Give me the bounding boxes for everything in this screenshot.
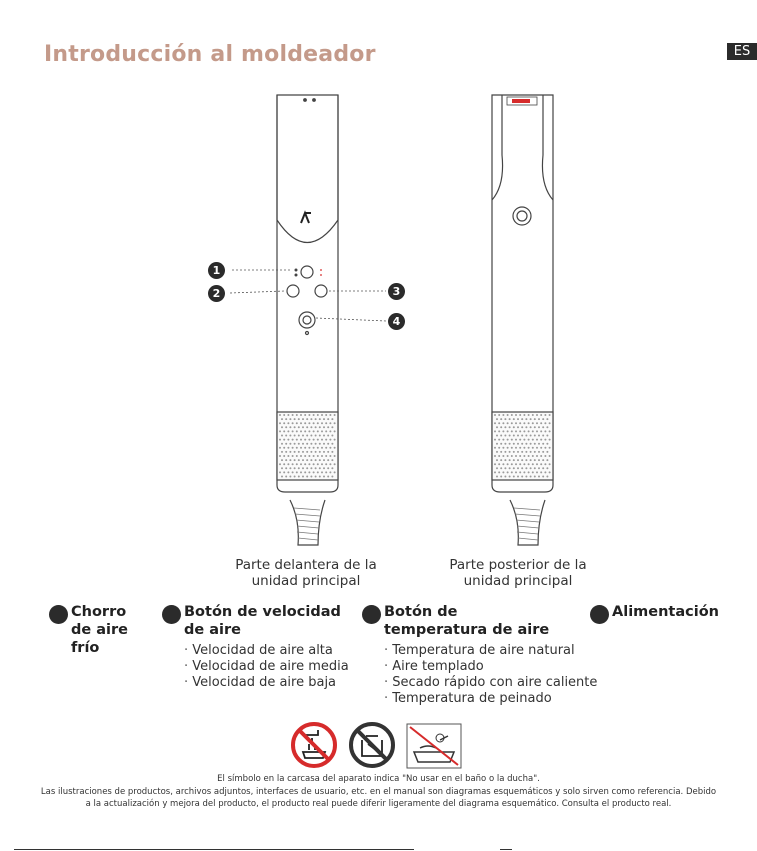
disclaimer-line-2: a la actualización y mejora del producto, el producto real puede diferir ligeramente del diagrama esquemático. Consulta el producto real. [85,799,672,809]
callout-2: 2 [208,285,225,302]
feature-title: Chorro de aire frío [71,604,129,656]
feature-title: Alimentación [612,604,719,620]
feature-title: Botón de velocidad de aire [184,604,341,638]
disclaimer-line-1: Las ilustraciones de productos, archivos adjuntos, interfaces de usuario, etc. en el manual son diagramas esquemáticos y solo sirven como referencia. Debido [40,787,717,797]
back-caption: Parte posterior de la unidad principal [449,557,587,589]
no-shower-icon [293,724,335,766]
list-item: · Temperatura de aire natural [384,643,597,659]
no-bathtub-icon [407,724,461,768]
no-bath-icon [351,724,393,766]
callout-1: 1 [208,262,225,279]
list-item: · Velocidad de aire baja [184,675,349,691]
list-item: · Secado rápido con aire caliente [384,675,597,691]
page-title: Introducción al moldeador [44,42,376,67]
list-item: · Temperatura de peinado [384,691,597,707]
list-item: · Velocidad de aire media [184,659,349,675]
divider [14,849,414,850]
callout-4: 4 [388,313,405,330]
feature-title: Botón de temperatura de aire [384,604,550,638]
symbol-note: El símbolo en la carcasa del aparato indica "No usar en el baño o la ducha". [217,774,540,784]
front-caption: Parte delantera de la unidad principal [235,557,377,589]
callout-3: 3 [388,283,405,300]
language-badge: ES [727,43,757,60]
list-item: · Velocidad de aire alta [184,643,349,659]
divider [500,849,512,850]
list-item: · Aire templado [384,659,597,675]
